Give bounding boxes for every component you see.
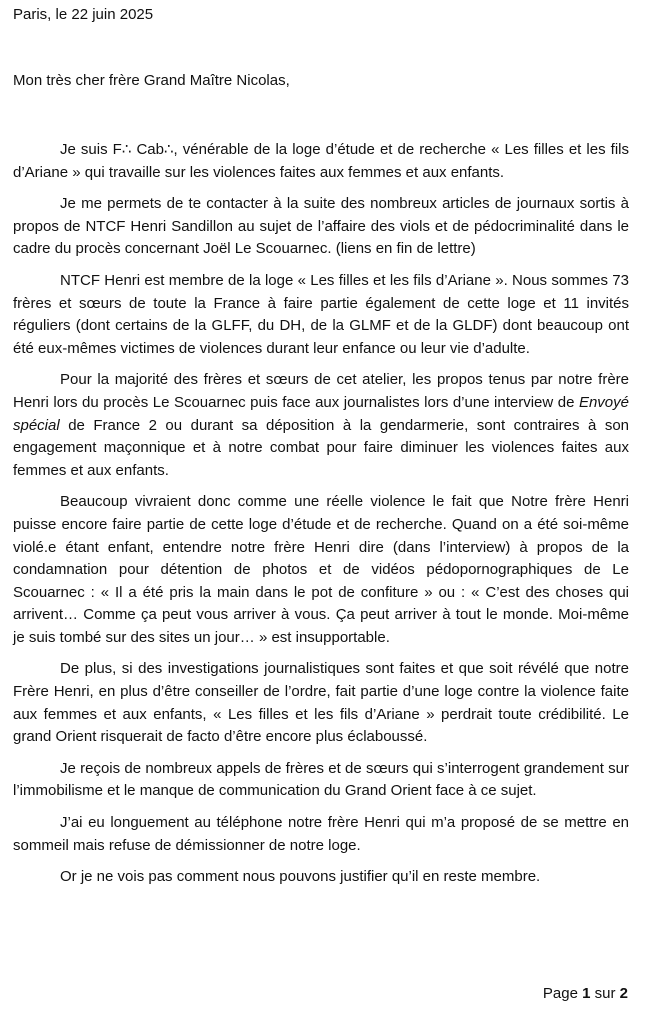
page-current: 1: [582, 985, 591, 1002]
paragraph-7: Je reçois de nombreux appels de frères et de sœurs qui s’interrogent grandement sur l’immobilisme et le manque de communication du Grand Orient face à ce sujet.: [13, 759, 629, 800]
paragraph-8: J’ai eu longuement au téléphone notre frère Henri qui m’a proposé de se mettre en sommeil mais refuse de démissionner de notre loge.: [13, 814, 629, 854]
paragraph-4: [13, 369, 629, 482]
salutation: Mon très cher frère Grand Maître Nicolas,: [13, 72, 290, 89]
paragraph-3: NTCF Henri est membre de la loge « Les filles et les fils d’Ariane ». Nous sommes 73 frères et sœurs de toute la France à faire partie également de cette loge et 11 invités réguliers (dont certains de la GLFF, du DH, de la GLMF et de la GLDF) dont beaucoup ont été eux-mêmes victimes de violences durant leur enfance ou leur vie d’adulte.: [13, 271, 629, 357]
of-word: sur: [594, 985, 616, 1002]
page-total: 2: [619, 985, 628, 1002]
date-line: Paris, le 22 juin 2025: [13, 6, 154, 23]
paragraph-1: Je suis F∴ Cab∴, vénérable de la loge d’étude et de recherche « Les filles et les fils d’Ariane » qui travaille sur les violences faites aux femmes et aux enfants.: [13, 141, 629, 181]
paragraph-4-before: Pour la majorité des frères et sœurs de cet atelier, les propos tenus par notre frère Henri lors du procès Le Scouarnec puis face aux journalistes lors d’une interview de: [13, 371, 629, 411]
show-title: Envoyé spécial: [13, 393, 629, 434]
paragraph-4-after: de France 2 ou durant sa déposition à la gendarmerie, sont contraires à son engagement maçonnique et à notre combat pour faire diminuer les violences faites aux femmes et aux enfants.: [13, 416, 629, 479]
paragraph-6: De plus, si des investigations journalistiques sont faites et que soit révélé que notre Frère Henri, en plus d’être conseiller de l’ordre, fait partie d’une loge contre la violence faite aux femmes et aux enfants, « Les filles et les fils d’Ariane » perdrait toute crédibilité. Le grand Orient risquerait de facto d’être encore plus éclaboussé.: [13, 660, 629, 746]
paragraph-9: Or je ne vois pas comment nous pouvons justifier qu’il en reste membre.: [60, 868, 541, 886]
page-number: [543, 983, 628, 1006]
page-word: Page: [542, 985, 578, 1002]
paragraph-5: Beaucoup vivraient donc comme une réelle violence le fait que Notre frère Henri puisse encore faire partie de cette loge d’étude et de recherche. Quand on a été soi-même violé.e étant enfant, entendre notre frère Henri dire (dans l’interview) à propos de la condamnation pour détention de photos et de vidéos pédopornographiques de Le Scouarnec : « Il a été pris la main dans le pot de confiture » ou : « C’est des choses qui arrivent… Comme ça peut vous arriver à vous. Ça peut arriver à tout le monde. Moi-même je suis tombé sur des sites un jour… » est insupportable.: [13, 493, 629, 646]
letter-body: [13, 139, 629, 889]
paragraph-2: Je me permets de te contacter à la suite des nombreux articles de journaux sortis à propos de NTCF Henri Sandillon au sujet de l’affaire des viols et de pédocriminalité dans le cadre du procès concernant Joël Le Scouarnec. (liens en fin de lettre): [13, 195, 629, 258]
